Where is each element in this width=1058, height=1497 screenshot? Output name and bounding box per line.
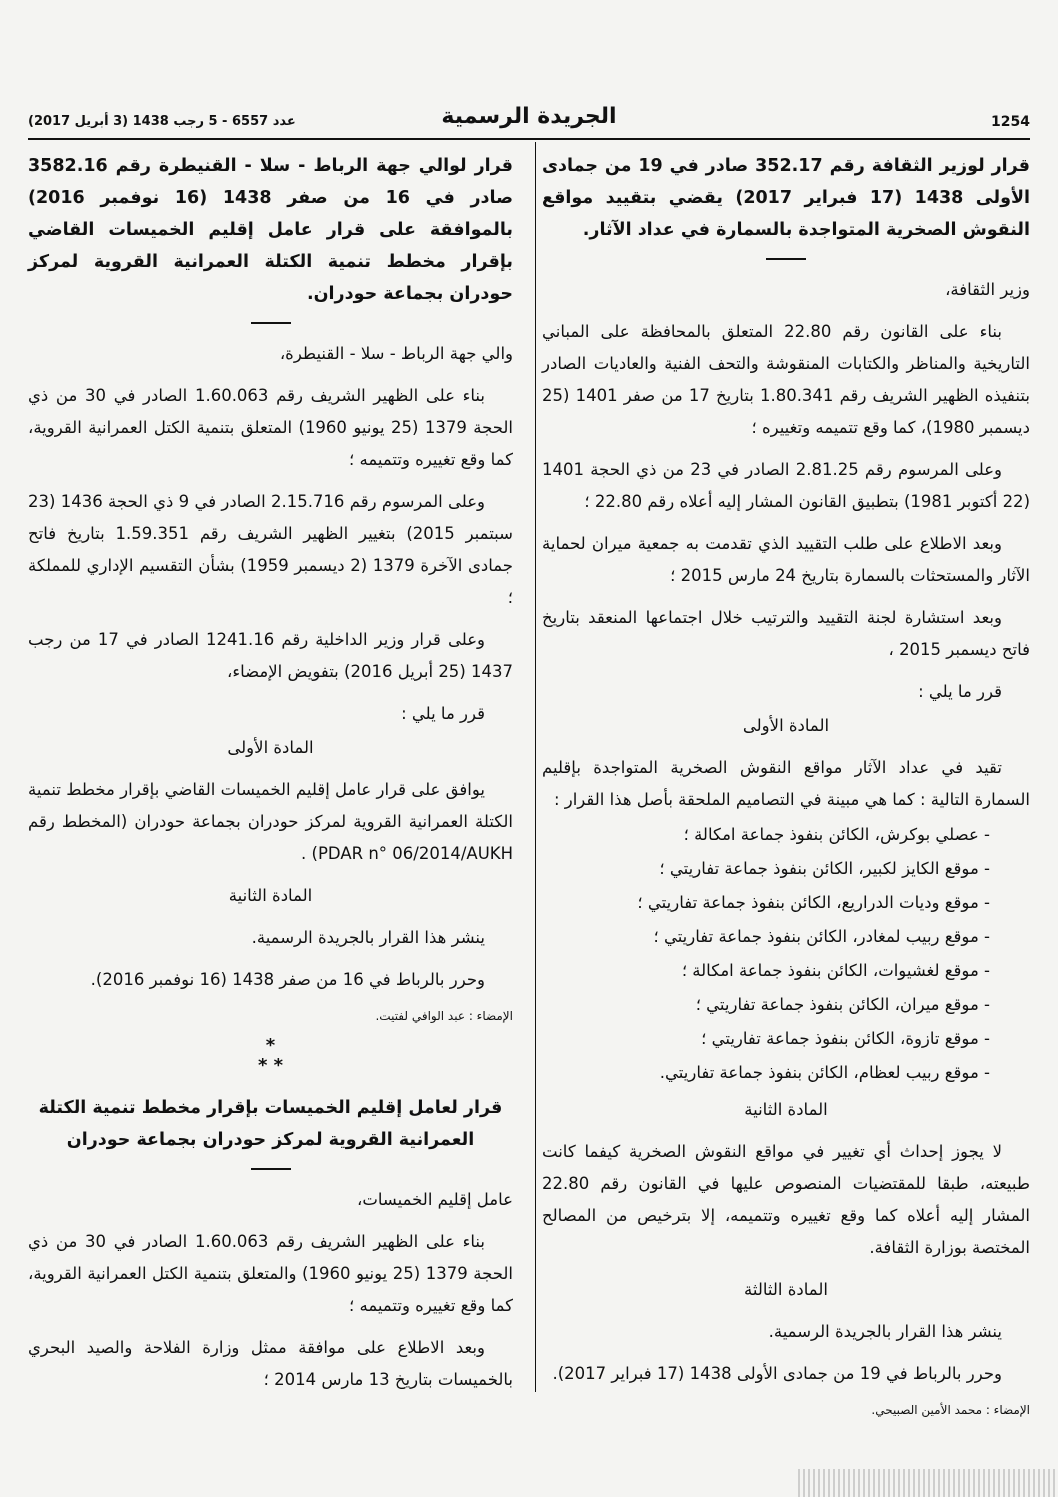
article-text: لا يجوز إحداث أي تغيير في مواقع النقوش الصخرية كيفما كانت طبيعته، طبقا للمقتضيات المنصوص عليها في القانون رقم 22.80 المشار إليه أعلاه كما وقع تغييره وتتميمه، إلا بترخيص من المصالح المختصة بوزارة الثقافة. bbox=[542, 1142, 1030, 1257]
list-item: - موقع ميران، الكائن بنفوذ جماعة تفاريتي ؛ bbox=[542, 988, 990, 1022]
paragraph: وبعد استشارة لجنة التقييد والترتيب خلال اجتماعها المنعقد بتاريخ فاتح ديسمبر 2015 ، bbox=[542, 608, 1030, 659]
decides-line: قرر ما يلي : bbox=[918, 682, 1002, 701]
right-column bbox=[542, 150, 1030, 1430]
paragraph: بناء على الظهير الشريف رقم 1.60.063 الصادر في 30 من ذي الحجة 1379 (25 يونيو 1960) والمتعلق بتنمية الكتل العمرانية القروية، كما وقع تغييره وتتميمه ؛ bbox=[28, 1232, 513, 1315]
decree-title: قرار لوالي جهة الرباط - سلا - القنيطرة رقم 3582.16 صادر في 16 من صفر 1438 (16 نوفمبر 2016) بالموافقة على قرار عامل إقليم الخميسات القاضي بإقرار مخطط تنمية الكتلة العمرانية القروية لمركز حودران بجماعة حودران. bbox=[28, 156, 513, 304]
list-item: - عصلي بوكرش، الكائن بنفوذ جماعة امكالة ؛ bbox=[542, 818, 990, 852]
stars-divider: * * * bbox=[257, 1035, 284, 1076]
paragraph: وعلى قرار وزير الداخلية رقم 1241.16 الصادر في 17 من رجب 1437 (25 أبريل 2016) بتفويض الإمضاء، bbox=[28, 630, 513, 681]
article-text: يوافق على قرار عامل إقليم الخميسات القاضي بإقرار مخطط تنمية الكتلة العمرانية القروية لمركز حودران بجماعة حودران (المخطط رقم PDAR n° 06/2014/AUKH) . bbox=[28, 780, 513, 863]
article-title: المادة الأولى bbox=[742, 716, 830, 735]
decree-title: قرار لعامل إقليم الخميسات بإقرار مخطط تنمية الكتلة العمرانية القروية لمركز حودران بجماعة حودران bbox=[38, 1098, 503, 1150]
done-at: وحرر بالرباط في 19 من جمادى الأولى 1438 (17 فبراير 2017). bbox=[552, 1364, 1002, 1383]
list-item: - موقع وديات الدراريع، الكائن بنفوذ جماعة تفاريتي ؛ bbox=[542, 886, 990, 920]
decides-line: قرر ما يلي : bbox=[401, 704, 485, 723]
signature: الإمضاء : عبد الوافي لفتيت. bbox=[375, 1009, 513, 1023]
issue-info: عدد 6557 - 5 رجب 1438 (3 أبريل 2017) bbox=[28, 114, 296, 129]
article-title: المادة الأولى bbox=[227, 738, 314, 757]
paragraph: بناء على الظهير الشريف رقم 1.60.063 الصادر في 30 من ذي الحجة 1379 (25 يونيو 1960) المتعلق بتنمية الكتل العمرانية القروية، كما وقع تغييره وتتميمه ؛ bbox=[28, 386, 513, 469]
separator bbox=[766, 258, 806, 260]
header-rule bbox=[28, 138, 1030, 140]
left-column bbox=[28, 150, 513, 1406]
article-title: المادة الثانية bbox=[744, 1100, 828, 1119]
paragraph: وبعد الاطلاع على موافقة ممثل وزارة الفلاحة والصيد البحري بالخميسات بتاريخ 13 مارس 2014 ؛ bbox=[28, 1338, 513, 1389]
paragraph: وعلى المرسوم رقم 2.81.25 الصادر في 23 من ذي الحجة 1401 (22 أكتوبر 1981) بتطبيق القانون المشار إليه أعلاه رقم 22.80 ؛ bbox=[542, 460, 1030, 511]
paragraph: وبعد الاطلاع على طلب التقييد الذي تقدمت به جمعية ميران لحماية الآثار والمستحثات بالسمارة بتاريخ 24 مارس 2015 ؛ bbox=[542, 534, 1030, 585]
list-item: - موقع الكايز لكبير، الكائن بنفوذ جماعة تفاريتي ؛ bbox=[542, 852, 990, 886]
article-text: ينشر هذا القرار بالجريدة الرسمية. bbox=[768, 1322, 1002, 1341]
page-header bbox=[28, 104, 1030, 136]
sites-list bbox=[542, 818, 1030, 1090]
paragraph: بناء على القانون رقم 22.80 المتعلق بالمحافظة على المباني التاريخية والمناظر والكتابات المنقوشة والتحف الفنية والعاديات الصادر بتنفيذه الظهير الشريف رقم 1.80.341 بتاريخ 17 من صفر 1401 (25 ديسمبر 1980)، كما وقع تتميمه وتغييره ؛ bbox=[542, 322, 1030, 437]
journal-title: الجريدة الرسمية bbox=[441, 104, 617, 129]
article-title: المادة الثانية bbox=[228, 886, 313, 905]
article-text: تقيد في عداد الآثار مواقع النقوش الصخرية المتواجدة بإقليم السمارة التالية : كما هي مبينة في التصاميم الملحقة بأصل هذا القرار : bbox=[542, 758, 1030, 809]
page-number: 1254 bbox=[991, 114, 1030, 130]
scan-edge-texture bbox=[798, 1469, 1058, 1497]
opening: وزير الثقافة، bbox=[945, 280, 1030, 299]
separator bbox=[251, 1168, 291, 1170]
paragraph: وعلى المرسوم رقم 2.15.716 الصادر في 9 ذي الحجة 1436 (23 سبتمبر 2015) بتغيير الظهير الشريف رقم 1.59.351 بتاريخ فاتح جمادى الآخرة 1379 (2 ديسمبر 1959) بشأن التقسيم الإداري للمملكة ؛ bbox=[28, 492, 513, 607]
article-text: ينشر هذا القرار بالجريدة الرسمية. bbox=[251, 928, 485, 947]
signature: الإمضاء : محمد الأمين الصبيحي. bbox=[871, 1403, 1030, 1417]
opening: والي جهة الرباط - سلا - القنيطرة، bbox=[279, 344, 513, 363]
separator bbox=[251, 322, 291, 324]
list-item: - موقع لغشيوات، الكائن بنفوذ جماعة امكالة ؛ bbox=[542, 954, 990, 988]
list-item: - موقع ربيب لمغادر، الكائن بنفوذ جماعة تفاريتي ؛ bbox=[542, 920, 990, 954]
opening: عامل إقليم الخميسات، bbox=[357, 1190, 513, 1209]
done-at: وحرر بالرباط في 16 من صفر 1438 (16 نوفمبر 2016). bbox=[90, 970, 485, 989]
article-title: المادة الثالثة bbox=[744, 1280, 828, 1299]
decree-title: قرار لوزير الثقافة رقم 352.17 صادر في 19 من جمادى الأولى 1438 (17 فبراير 2017) يقضي بتقييد مواقع النقوش الصخرية المتواجدة بالسمارة في عداد الآثار. bbox=[542, 156, 1030, 240]
column-divider bbox=[535, 142, 536, 1392]
list-item: - موقع تازوة، الكائن بنفوذ جماعة تفاريتي ؛ bbox=[542, 1022, 990, 1056]
list-item: - موقع ربيب لعظام، الكائن بنفوذ جماعة تفاريتي. bbox=[542, 1056, 990, 1090]
